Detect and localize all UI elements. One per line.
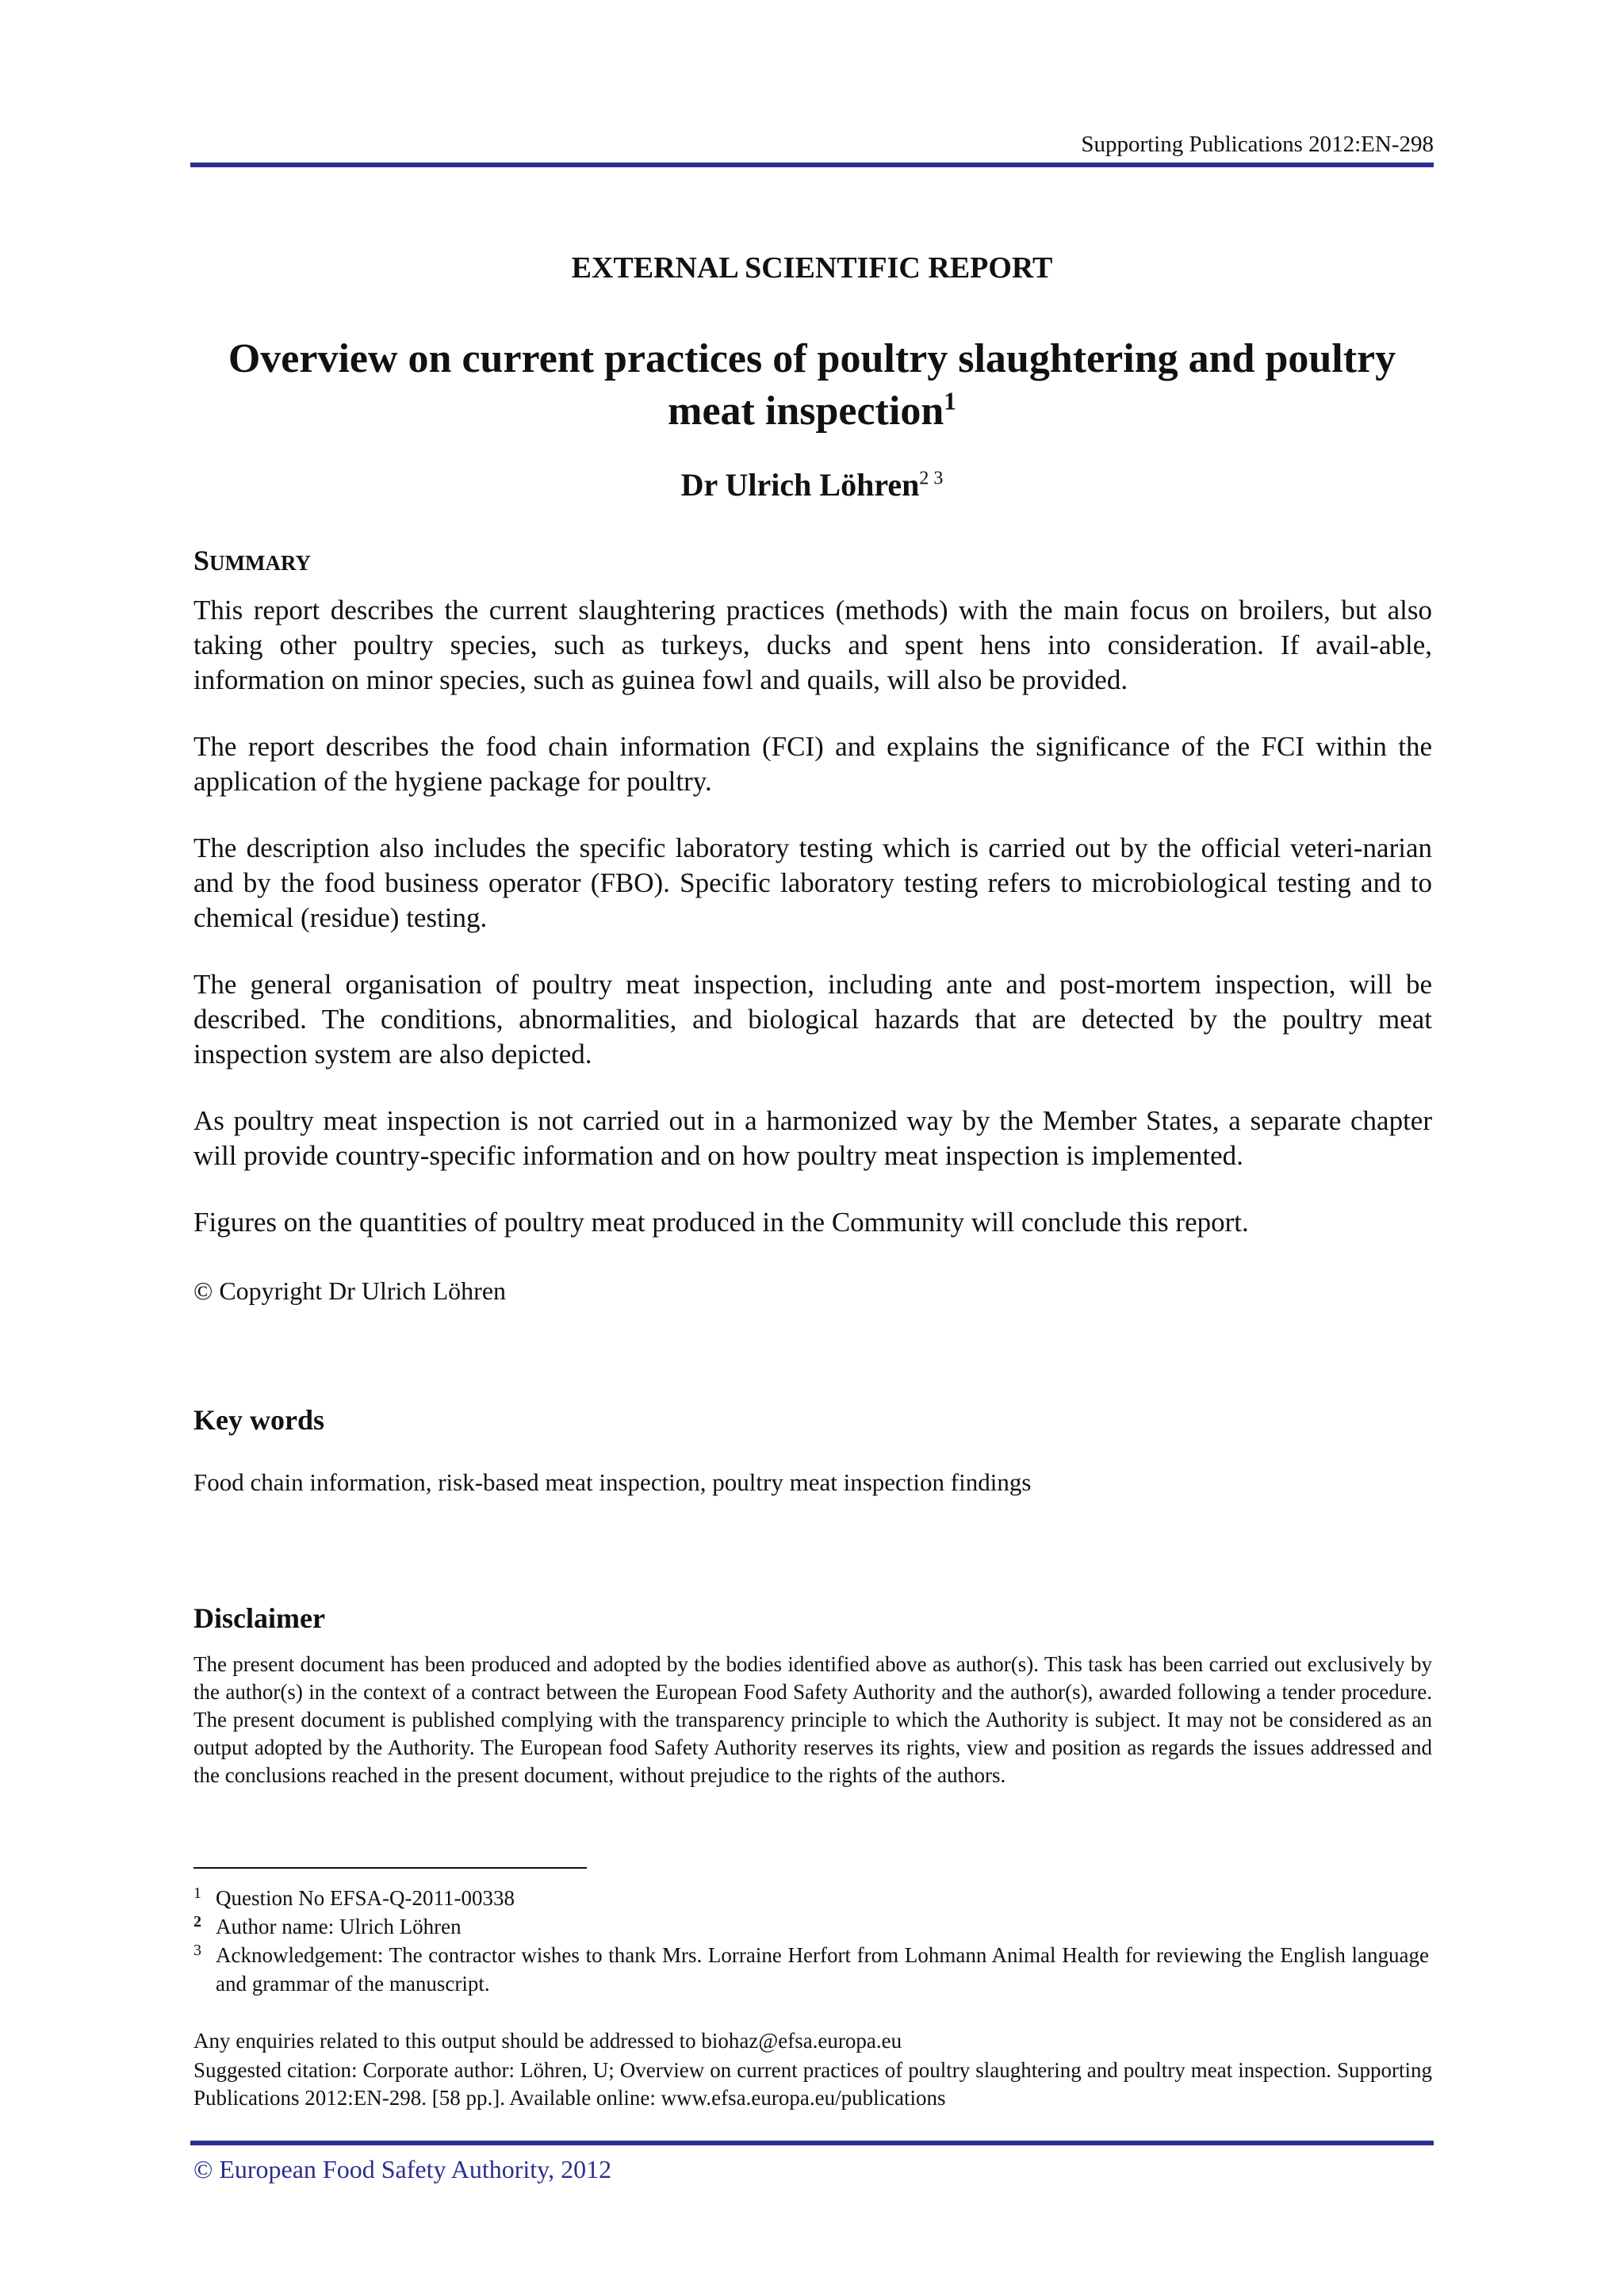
footer-copyright: © European Food Safety Authority, 2012 xyxy=(193,2155,612,2183)
keywords-heading: Key words xyxy=(193,1404,324,1436)
footnote-separator xyxy=(193,1867,587,1869)
summary-paragraph-5: As poultry meat inspection is not carried out in a harmonized way by the Member States, a separate chapter will provide country-specific information and on how poultry meat inspection is implemented. xyxy=(193,1105,1432,1171)
footnote-number: 2 xyxy=(193,1913,201,1931)
footer-rule xyxy=(190,2141,1434,2145)
copyright-line: © Copyright Dr Ulrich Löhren xyxy=(193,1276,507,1305)
page-title xyxy=(0,333,1624,438)
title-footnote-mark: 1 xyxy=(944,387,956,415)
disclaimer-heading: Disclaimer xyxy=(193,1602,325,1634)
author xyxy=(0,466,1624,503)
summary-heading-rest: UMMARY xyxy=(209,551,312,575)
title-line-2 xyxy=(0,385,1624,438)
footnote-3 xyxy=(193,1941,1432,1998)
enquiries-line: Any enquiries related to this output should be addressed to biohaz@efsa.europa.eu xyxy=(193,2029,902,2053)
summary-paragraph-2: The report describes the food chain information (FCI) and explains the significance of the FCI within the application of the hygiene package for poultry. xyxy=(193,731,1432,797)
header-rule xyxy=(190,163,1434,167)
summary-paragraph-4: The general organisation of poultry meat inspection, including ante and post-mortem inspection, will be described. The conditions, abnormalities, and biological hazards that are detected by the poultry meat inspection system are also depicted. xyxy=(193,969,1432,1070)
summary-heading xyxy=(193,544,311,577)
summary-paragraph-3: The description also includes the specific laboratory testing which is carried out by the official veteri-narian and by the food business operator (FBO). Specific laboratory testing refers to microbiological testing and to chemical (residue) testing. xyxy=(193,832,1432,933)
footnote-text: Question No EFSA-Q-2011-00338 xyxy=(216,1886,515,1910)
footnote-text: Author name: Ulrich Löhren xyxy=(216,1915,462,1938)
footnote-1 xyxy=(193,1884,1432,1912)
keywords-text: Food chain information, risk-based meat inspection, poultry meat inspection findings xyxy=(193,1468,1032,1496)
header-publication: Supporting Publications 2012:EN-298 xyxy=(1081,132,1434,157)
footnote-number: 1 xyxy=(193,1885,201,1902)
report-type: EXTERNAL SCIENTIFIC REPORT xyxy=(571,251,1053,285)
author-footnote-marks: 2 3 xyxy=(919,468,944,489)
citation-text: Suggested citation: Corporate author: Löhren, U; Overview on current practices of poultry slaughtering and poultry meat inspection. Supporting Publications 2012:EN-298. [58 pp.]. Available online: www.efsa.europa.eu/publications xyxy=(193,2058,1432,2110)
footnote-text: Acknowledgement: The contractor wishes to thank Mrs. Lorraine Herfort from Lohmann Animal Health for reviewing the English language and grammar of the manuscript. xyxy=(216,1943,1429,1996)
summary-heading-initial: S xyxy=(193,545,210,576)
summary-paragraph-6: Figures on the quantities of poultry meat produced in the Community will conclude this report. xyxy=(193,1207,1249,1238)
summary-paragraph-1: This report describes the current slaughtering practices (methods) with the main focus on broilers, but also taking other poultry species, such as turkeys, ducks and spent hens into consideration. If avail-able, information on minor species, such as guinea fowl and quails, will also be provided. xyxy=(193,595,1432,695)
disclaimer-text: The present document has been produced and adopted by the bodies identified above as author(s). This task has been carried out exclusively by the author(s) in the context of a contract between the European Food Safety Authority and the author(s), awarded following a tender procedure. The present document is published complying with the transparency principle to which the Authority is subject. It may not be considered as an output adopted by the Authority. The European food Safety Authority reserves its rights, view and position as regards the issues addressed and the conclusions reached in the present document, without prejudice to the rights of the authors. xyxy=(193,1652,1432,1787)
title-line-1: Overview on current practices of poultry slaughtering and poultry xyxy=(228,336,1396,381)
author-name: Dr Ulrich Löhren xyxy=(680,467,920,503)
title-line-2-text: meat inspection xyxy=(668,388,944,434)
footnote-number: 3 xyxy=(193,1942,201,1959)
footnote-2 xyxy=(193,1912,1432,1941)
